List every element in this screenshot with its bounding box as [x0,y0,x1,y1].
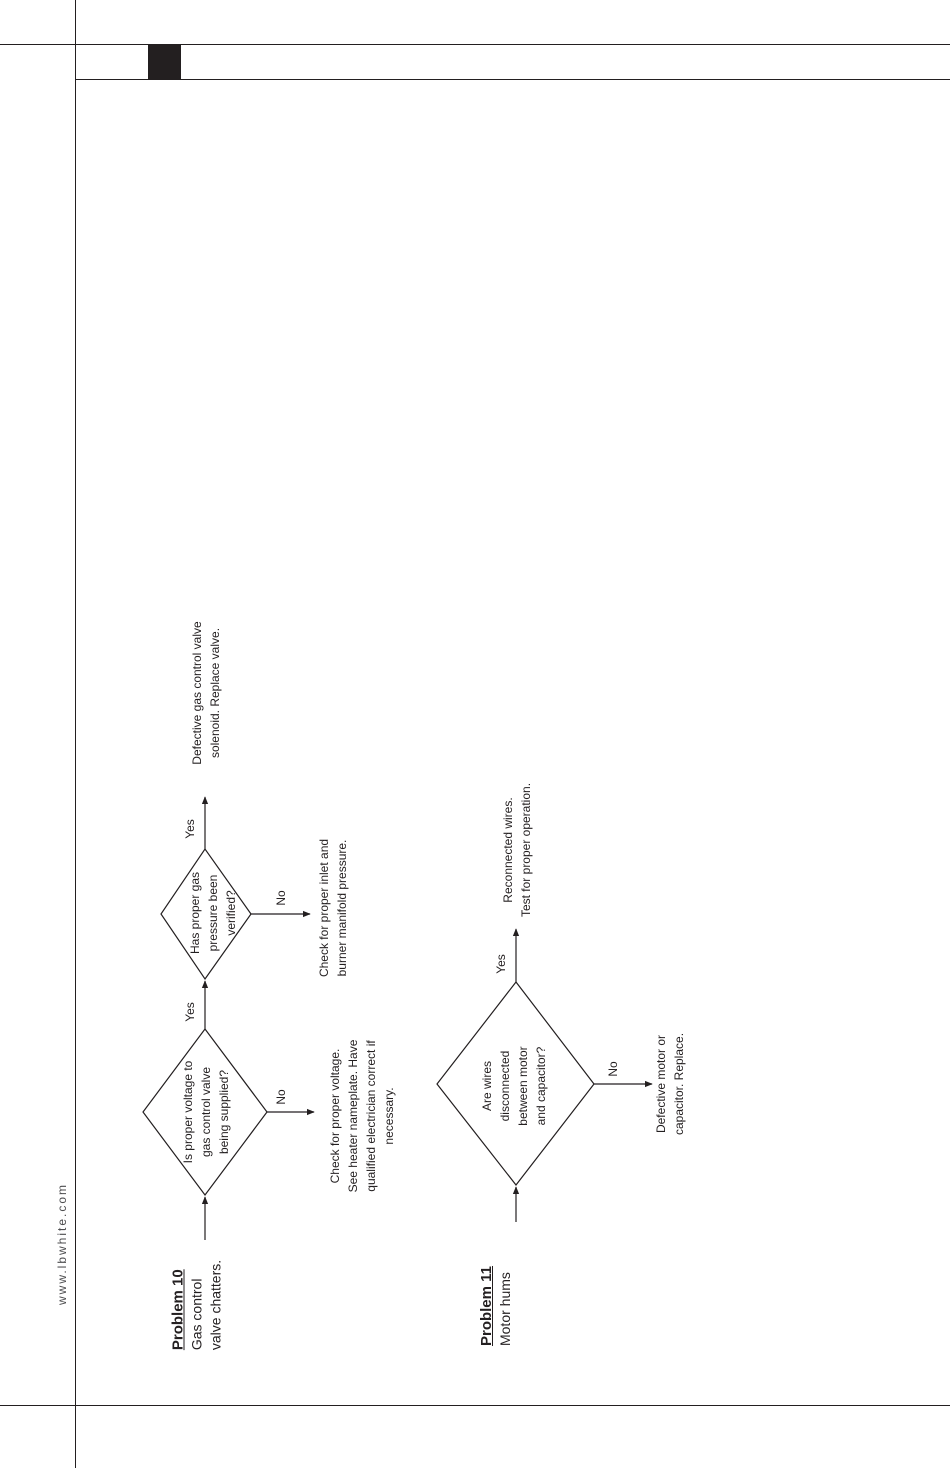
p10-title: Problem 10 [169,1269,187,1351]
p11-desc-1: Motor hums [497,1272,513,1347]
p10-desc-1: Gas control [188,1278,205,1351]
p11-title: Problem 11 [478,1265,495,1347]
p10-desc-2: valve chatters. [207,1259,224,1351]
site-url: www.lbwhite.com [55,1182,69,1306]
